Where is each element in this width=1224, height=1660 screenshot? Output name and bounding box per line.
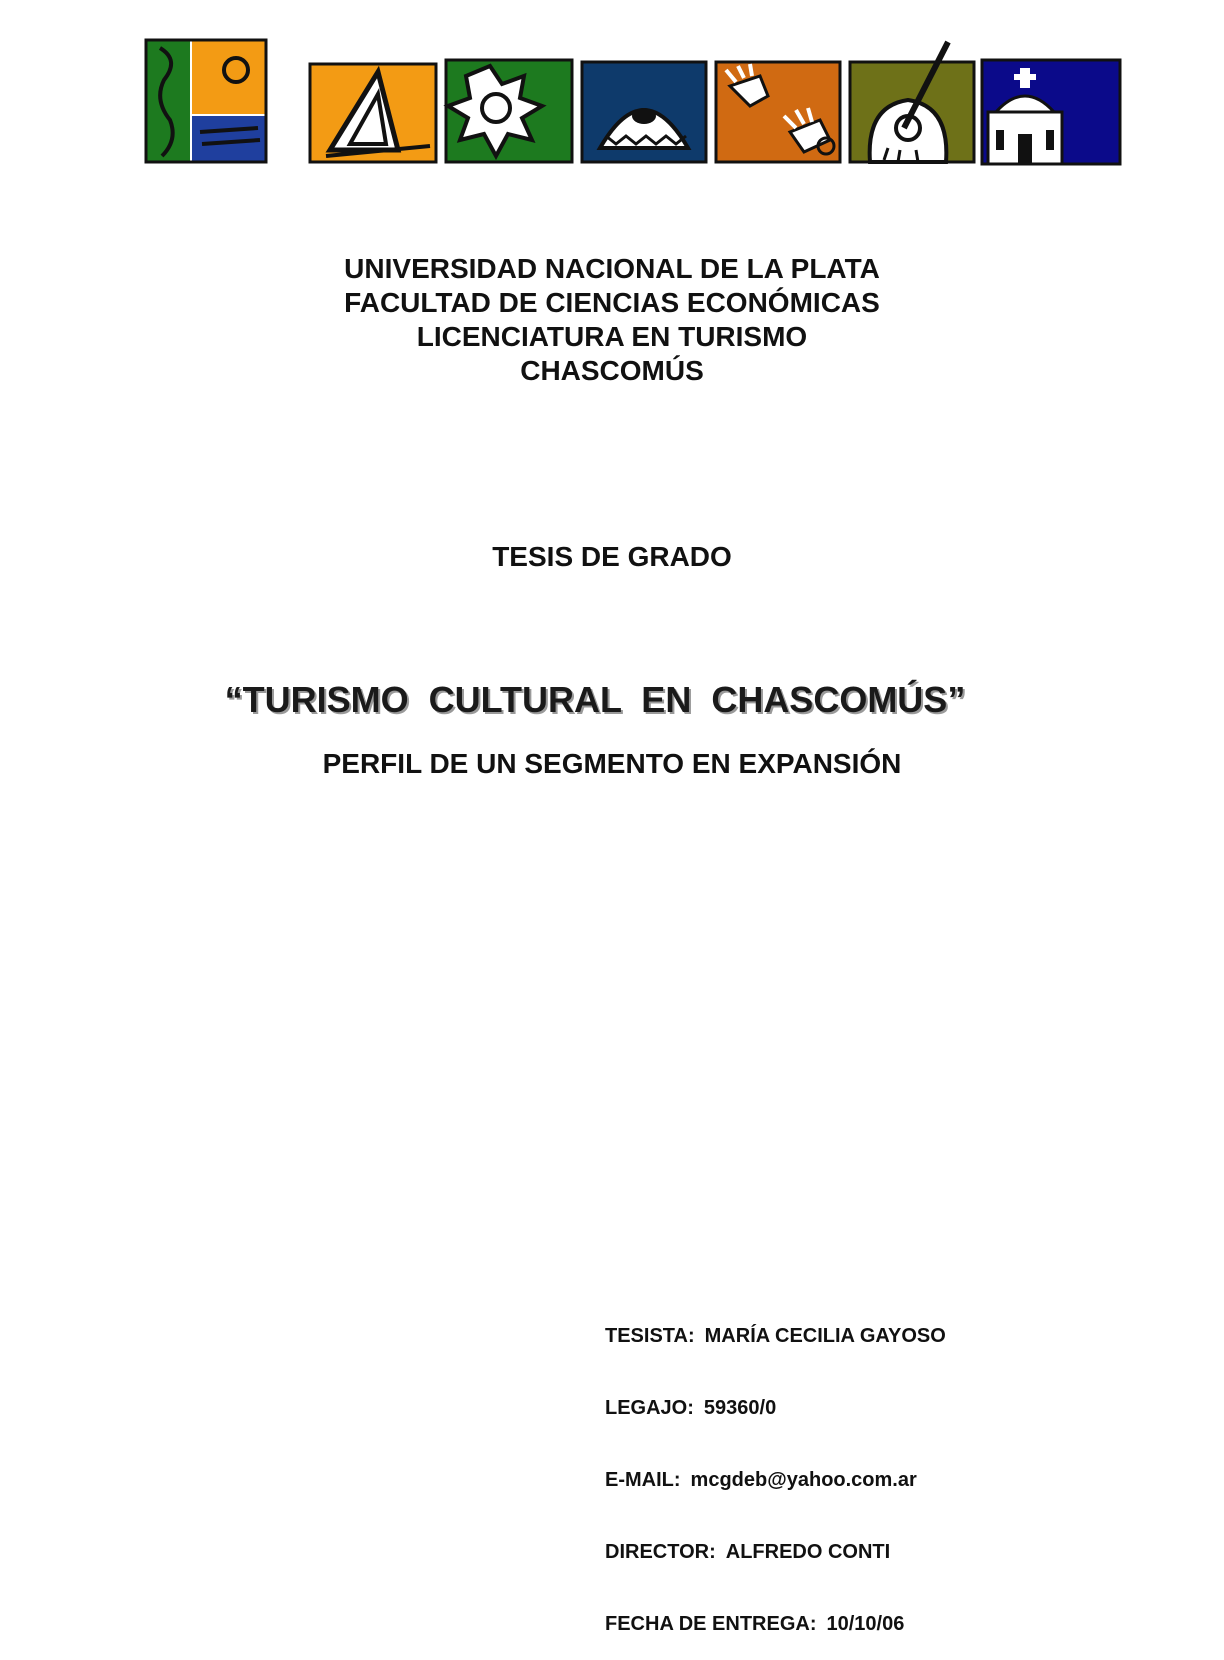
sail-triangle-tile xyxy=(310,64,436,162)
institution-heading xyxy=(0,252,1224,388)
author-info-block xyxy=(605,1276,946,1660)
date-value: 10/10/06 xyxy=(826,1613,905,1635)
degree-name: LICENCIATURA EN TURISMO xyxy=(416,321,808,352)
director-label: DIRECTOR: xyxy=(605,1541,716,1563)
director-row xyxy=(605,1540,946,1564)
eye-dome-tile xyxy=(582,62,706,162)
thesis-subtitle: PERFIL DE UN SEGMENTO EN EXPANSIÓN xyxy=(322,748,902,779)
hand-pen-tile xyxy=(850,42,974,162)
author-value: MARÍA CECILIA GAYOSO xyxy=(704,1325,946,1347)
header-banner xyxy=(140,36,1124,172)
director-value: ALFREDO CONTI xyxy=(725,1541,891,1563)
hands-tile xyxy=(716,62,840,162)
email-row xyxy=(605,1468,946,1492)
author-label: TESISTA: xyxy=(605,1325,695,1347)
date-row xyxy=(605,1612,946,1636)
record-label: LEGAJO: xyxy=(605,1397,694,1419)
campus-name: CHASCOMÚS xyxy=(520,355,704,386)
thesis-title: “TURISMO CULTURAL EN CHASCOMÚS” xyxy=(224,679,966,720)
sun-face-tile xyxy=(446,60,572,162)
record-row xyxy=(605,1396,946,1420)
abstract-figure-tile xyxy=(146,40,266,162)
thesis-type: TESIS DE GRADO xyxy=(492,541,732,572)
email-value: mcgdeb@yahoo.com.ar xyxy=(690,1469,917,1491)
church-tile xyxy=(982,60,1120,164)
record-value: 59360/0 xyxy=(703,1397,777,1419)
email-label: E-MAIL: xyxy=(605,1469,681,1491)
university-name: UNIVERSIDAD NACIONAL DE LA PLATA xyxy=(344,253,880,284)
author-row xyxy=(605,1324,946,1348)
faculty-name: FACULTAD DE CIENCIAS ECONÓMICAS xyxy=(344,287,880,318)
date-label: FECHA DE ENTREGA: xyxy=(605,1613,817,1635)
